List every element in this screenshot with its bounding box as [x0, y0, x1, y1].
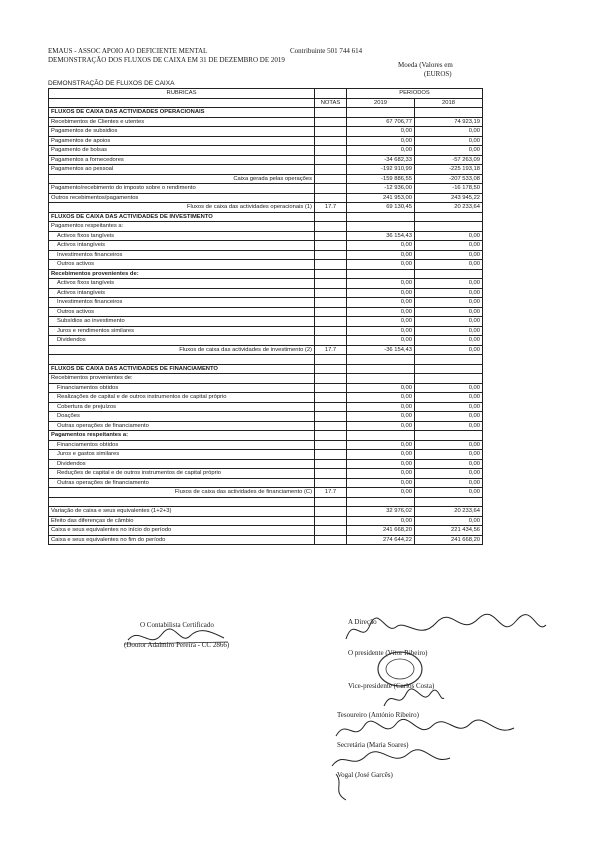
row-label	[49, 355, 315, 365]
row-value-2019: 241 953,00	[347, 193, 415, 203]
table-row	[49, 374, 483, 384]
row-value-2018: 0,00	[415, 288, 483, 298]
row-notas	[315, 364, 347, 374]
row-value-2019: 0,00	[347, 336, 415, 346]
treasurer-label: Tesoureiro (António Ribeiro)	[337, 711, 419, 719]
row-notas	[315, 288, 347, 298]
table-row	[49, 127, 483, 137]
row-notas	[315, 383, 347, 393]
row-label: FLUXOS DE CAIXA DAS ACTIVIDADES DE INVESTIMENTO	[49, 212, 315, 222]
row-value-2019: 274 644,22	[347, 535, 415, 545]
table-row	[49, 155, 483, 165]
row-value-2019: 32 976,02	[347, 507, 415, 517]
row-notas	[315, 336, 347, 346]
entity-name: EMAUS - ASSOC APOIO AO DEFICIENTE MENTAL	[48, 47, 208, 55]
table-row	[49, 260, 483, 270]
row-label: Pagamento/recebimento do imposto sobre o rendimento	[49, 184, 315, 194]
accountant-name: (Doutor Adalmiro Pereira - CC 2866)	[124, 641, 230, 649]
row-value-2018: 243 945,22	[415, 193, 483, 203]
row-value-2018: 0,00	[415, 469, 483, 479]
row-value-2019: 0,00	[347, 288, 415, 298]
row-notas	[315, 155, 347, 165]
row-label: Fluxos de caixa das actividades operacionais (1)	[49, 203, 315, 213]
table-row	[49, 507, 483, 517]
row-value-2018	[415, 212, 483, 222]
row-value-2019: 0,00	[347, 383, 415, 393]
row-value-2018: 0,00	[415, 459, 483, 469]
row-value-2018: 74 923,19	[415, 117, 483, 127]
row-label: Caixa e seus equivalentes no início do período	[49, 526, 315, 536]
row-value-2018: 0,00	[415, 450, 483, 460]
row-value-2019: -36 154,43	[347, 345, 415, 355]
row-value-2018: 0,00	[415, 260, 483, 270]
row-value-2018: 0,00	[415, 516, 483, 526]
row-notas	[315, 516, 347, 526]
table-row	[49, 241, 483, 251]
row-label: Pagamentos respeitantes a:	[49, 431, 315, 441]
secretary-label: Secretária (Maria Soares)	[337, 741, 409, 749]
row-value-2019: 0,00	[347, 241, 415, 251]
row-value-2019: 241 668,20	[347, 526, 415, 536]
row-label: Outras operações de financiamento	[49, 478, 315, 488]
row-notas: 17.7	[315, 203, 347, 213]
row-notas	[315, 469, 347, 479]
row-value-2019: 69 130,45	[347, 203, 415, 213]
row-value-2019	[347, 355, 415, 365]
row-notas	[315, 355, 347, 365]
table-row	[49, 412, 483, 422]
table-row	[49, 269, 483, 279]
row-value-2019: 0,00	[347, 402, 415, 412]
row-value-2019: 0,00	[347, 469, 415, 479]
row-label: Pagamentos de subsidios	[49, 127, 315, 137]
row-notas	[315, 222, 347, 232]
table-row	[49, 250, 483, 260]
row-value-2019: 0,00	[347, 478, 415, 488]
row-value-2018: 0,00	[415, 345, 483, 355]
currency-unit: (EUROS)	[424, 70, 452, 78]
row-label: Cobertura de prejuízos	[49, 402, 315, 412]
row-value-2018: 0,00	[415, 326, 483, 336]
row-value-2019	[347, 374, 415, 384]
member-label: Vogal (José Garcês)	[337, 771, 393, 779]
accountant-title: O Contabilista Certificado	[140, 621, 214, 629]
row-value-2019: 0,00	[347, 307, 415, 317]
row-notas	[315, 174, 347, 184]
row-value-2019: 67 706,77	[347, 117, 415, 127]
col-header-2019: 2019	[347, 98, 415, 108]
row-label: Pagamentos a fornecedores	[49, 155, 315, 165]
row-label: Financiamentos obtidos	[49, 383, 315, 393]
row-label: Activos intangíveis	[49, 241, 315, 251]
row-value-2019: 0,00	[347, 393, 415, 403]
row-label: Investimentos financeiros	[49, 298, 315, 308]
row-label: Financiamentos obtidos	[49, 440, 315, 450]
row-value-2018: 0,00	[415, 412, 483, 422]
row-value-2019	[347, 431, 415, 441]
row-notas	[315, 402, 347, 412]
table-row	[49, 364, 483, 374]
row-label: Efeito das diferenças de câmbio	[49, 516, 315, 526]
row-notas	[315, 184, 347, 194]
row-notas	[315, 459, 347, 469]
row-notas	[315, 431, 347, 441]
row-label: Fluxos de caixa das actividades de investimento (2)	[49, 345, 315, 355]
president-label: O presidente (Vítor Ribeiro)	[348, 649, 428, 657]
row-value-2018: -225 193,18	[415, 165, 483, 175]
row-value-2019	[347, 222, 415, 232]
row-notas	[315, 412, 347, 422]
table-row	[49, 526, 483, 536]
table-row	[49, 288, 483, 298]
row-notas: 17.7	[315, 488, 347, 498]
col-header-notas: NOTAS	[315, 98, 347, 108]
row-value-2018: 221 434,56	[415, 526, 483, 536]
row-notas	[315, 393, 347, 403]
row-value-2018: 20 233,64	[415, 203, 483, 213]
table-row	[49, 431, 483, 441]
row-value-2019	[347, 269, 415, 279]
row-value-2019: 0,00	[347, 136, 415, 146]
row-label: Subsídios ao investimento	[49, 317, 315, 327]
row-value-2018	[415, 269, 483, 279]
row-value-2018	[415, 497, 483, 507]
row-label: Juros e rendimentos similares	[49, 326, 315, 336]
row-value-2019	[347, 212, 415, 222]
row-value-2019: 0,00	[347, 260, 415, 270]
table-row	[49, 231, 483, 241]
row-value-2019: 0,00	[347, 440, 415, 450]
row-value-2018: 0,00	[415, 393, 483, 403]
row-value-2018: -57 263,09	[415, 155, 483, 165]
row-label: Recebimentos provenientes de:	[49, 374, 315, 384]
table-row	[49, 222, 483, 232]
row-value-2019: 0,00	[347, 326, 415, 336]
vice-president-label: Vice-presidente (Carlos Costa)	[348, 682, 435, 690]
board-signature	[340, 605, 550, 650]
table-row	[49, 146, 483, 156]
row-value-2018: 20 233,64	[415, 507, 483, 517]
row-value-2018	[415, 222, 483, 232]
row-notas	[315, 279, 347, 289]
table-row	[49, 535, 483, 545]
table-row	[49, 298, 483, 308]
table-row	[49, 203, 483, 213]
row-notas	[315, 231, 347, 241]
row-value-2019	[347, 497, 415, 507]
row-value-2018: 0,00	[415, 383, 483, 393]
row-notas	[315, 497, 347, 507]
row-value-2018: 0,00	[415, 402, 483, 412]
row-notas	[315, 421, 347, 431]
table-row	[49, 469, 483, 479]
row-value-2019: 0,00	[347, 146, 415, 156]
row-value-2019: 0,00	[347, 317, 415, 327]
table-row	[49, 345, 483, 355]
row-notas	[315, 535, 347, 545]
statement-title: DEMONSTRAÇÃO DOS FLUXOS DE CAIXA EM 31 DE DEZEMBRO DE 2019	[48, 56, 285, 64]
row-notas	[315, 117, 347, 127]
row-notas	[315, 108, 347, 118]
row-value-2018: 0,00	[415, 136, 483, 146]
row-notas	[315, 326, 347, 336]
row-value-2019: 0,00	[347, 421, 415, 431]
table-title: DEMONSTRAÇÃO DE FLUXOS DE CAIXA	[48, 80, 175, 87]
row-notas: 17.7	[315, 345, 347, 355]
row-notas	[315, 146, 347, 156]
row-notas	[315, 250, 347, 260]
row-value-2018: 0,00	[415, 298, 483, 308]
row-notas	[315, 307, 347, 317]
table-row	[49, 307, 483, 317]
row-notas	[315, 260, 347, 270]
row-value-2019: 0,00	[347, 250, 415, 260]
row-label: Variação de caixa e seus equivalentes (1+2+3)	[49, 507, 315, 517]
table-row	[49, 402, 483, 412]
row-value-2019: 0,00	[347, 127, 415, 137]
row-label: Dividendos	[49, 459, 315, 469]
row-value-2018: 0,00	[415, 478, 483, 488]
row-label: Pagamentos ao pessoal	[49, 165, 315, 175]
table-row	[49, 212, 483, 222]
table-row	[49, 440, 483, 450]
row-notas	[315, 193, 347, 203]
row-value-2018: 0,00	[415, 488, 483, 498]
row-label: Activos intangíveis	[49, 288, 315, 298]
row-label: Realizações de capital e de outros instrumentos de capital próprio	[49, 393, 315, 403]
table-row	[49, 165, 483, 175]
row-value-2018: 0,00	[415, 307, 483, 317]
table-row	[49, 383, 483, 393]
table-row	[49, 193, 483, 203]
row-notas	[315, 165, 347, 175]
row-notas	[315, 374, 347, 384]
table-row	[49, 174, 483, 184]
row-label: Pagamento de bolsas	[49, 146, 315, 156]
row-value-2019: 0,00	[347, 488, 415, 498]
row-value-2019	[347, 108, 415, 118]
col-header-rubricas: RUBRICAS	[49, 89, 315, 99]
row-label: Doações	[49, 412, 315, 422]
row-notas	[315, 241, 347, 251]
col-header-periodos: PERIODOS	[347, 89, 483, 99]
row-value-2018: 0,00	[415, 279, 483, 289]
table-row	[49, 136, 483, 146]
row-value-2018: -16 178,50	[415, 184, 483, 194]
row-label: Recebimentos de Clientes e utentes	[49, 117, 315, 127]
row-value-2019: 0,00	[347, 298, 415, 308]
row-notas	[315, 127, 347, 137]
row-label: Activos fixos tangíveis	[49, 279, 315, 289]
row-value-2018: 0,00	[415, 317, 483, 327]
row-value-2018: 0,00	[415, 241, 483, 251]
row-value-2018	[415, 108, 483, 118]
row-value-2019: -34 682,33	[347, 155, 415, 165]
row-label: Fluxos de caixa das actividades de financiamento (C)	[49, 488, 315, 498]
row-label: Dividendos	[49, 336, 315, 346]
row-notas	[315, 317, 347, 327]
row-value-2018: 0,00	[415, 127, 483, 137]
col-header-2018: 2018	[415, 98, 483, 108]
row-value-2019: 0,00	[347, 459, 415, 469]
currency-label: Moeda (Valores em	[398, 61, 453, 69]
table-row	[49, 317, 483, 327]
row-value-2019: 0,00	[347, 279, 415, 289]
row-notas	[315, 478, 347, 488]
row-value-2019	[347, 364, 415, 374]
row-label: Pagamentos respeitantes a:	[49, 222, 315, 232]
row-value-2019: -12 936,00	[347, 184, 415, 194]
vice-president-signature	[378, 684, 448, 712]
table-row	[49, 117, 483, 127]
row-label: Recebimentos provenientes de:	[49, 269, 315, 279]
row-value-2019: -192 910,99	[347, 165, 415, 175]
table-row	[49, 459, 483, 469]
table-row	[49, 336, 483, 346]
member-signature	[326, 770, 366, 804]
row-notas	[315, 507, 347, 517]
row-value-2019: -159 886,55	[347, 174, 415, 184]
row-value-2019: 36 154,43	[347, 231, 415, 241]
table-row	[49, 488, 483, 498]
row-label: Investimentos financeiros	[49, 250, 315, 260]
row-label: Activos fixos tangíveis	[49, 231, 315, 241]
table-row	[49, 393, 483, 403]
row-value-2018: 0,00	[415, 440, 483, 450]
row-notas	[315, 298, 347, 308]
contributor-number: Contribuinte 501 744 614	[290, 47, 363, 55]
row-label: Juros e gastos similares	[49, 450, 315, 460]
row-label: Reduções de capital e de outros instrumentos de capital próprio	[49, 469, 315, 479]
table-row	[49, 108, 483, 118]
cash-flow-table	[48, 88, 483, 545]
row-value-2019: 0,00	[347, 412, 415, 422]
table-row	[49, 421, 483, 431]
row-notas	[315, 212, 347, 222]
row-value-2018: 0,00	[415, 231, 483, 241]
row-value-2018	[415, 374, 483, 384]
row-value-2018: -207 533,08	[415, 174, 483, 184]
table-row	[49, 450, 483, 460]
row-notas	[315, 136, 347, 146]
row-label: Pagamentos de apoios	[49, 136, 315, 146]
row-notas	[315, 450, 347, 460]
row-value-2019: 0,00	[347, 450, 415, 460]
row-value-2018: 0,00	[415, 250, 483, 260]
row-value-2018	[415, 355, 483, 365]
row-value-2019: 0,00	[347, 516, 415, 526]
table-row	[49, 355, 483, 365]
row-label: Outros activos	[49, 307, 315, 317]
row-label: Outros recebimentos/pagamentos	[49, 193, 315, 203]
table-row	[49, 516, 483, 526]
row-notas	[315, 526, 347, 536]
row-label: Caixa gerada pelas operações	[49, 174, 315, 184]
row-value-2018	[415, 431, 483, 441]
table-row	[49, 184, 483, 194]
row-value-2018: 0,00	[415, 146, 483, 156]
row-value-2018: 0,00	[415, 336, 483, 346]
table-row	[49, 478, 483, 488]
table-row	[49, 326, 483, 336]
row-value-2018	[415, 364, 483, 374]
row-label: Outras operações de financiamento	[49, 421, 315, 431]
row-label: Outros activos	[49, 260, 315, 270]
board-title: A Direção	[348, 618, 377, 626]
row-label: FLUXOS DE CAIXA DAS ACTIVIDADES DE FINANCIAMENTO	[49, 364, 315, 374]
row-notas	[315, 269, 347, 279]
row-label: FLUXOS DE CAIXA DAS ACTIVIDADES OPERACIONAIS	[49, 108, 315, 118]
row-notas	[315, 440, 347, 450]
row-label: Caixa e seus equivalentes no fim do período	[49, 535, 315, 545]
row-label	[49, 497, 315, 507]
table-row	[49, 497, 483, 507]
row-value-2018: 241 668,20	[415, 535, 483, 545]
table-row	[49, 279, 483, 289]
row-value-2018: 0,00	[415, 421, 483, 431]
